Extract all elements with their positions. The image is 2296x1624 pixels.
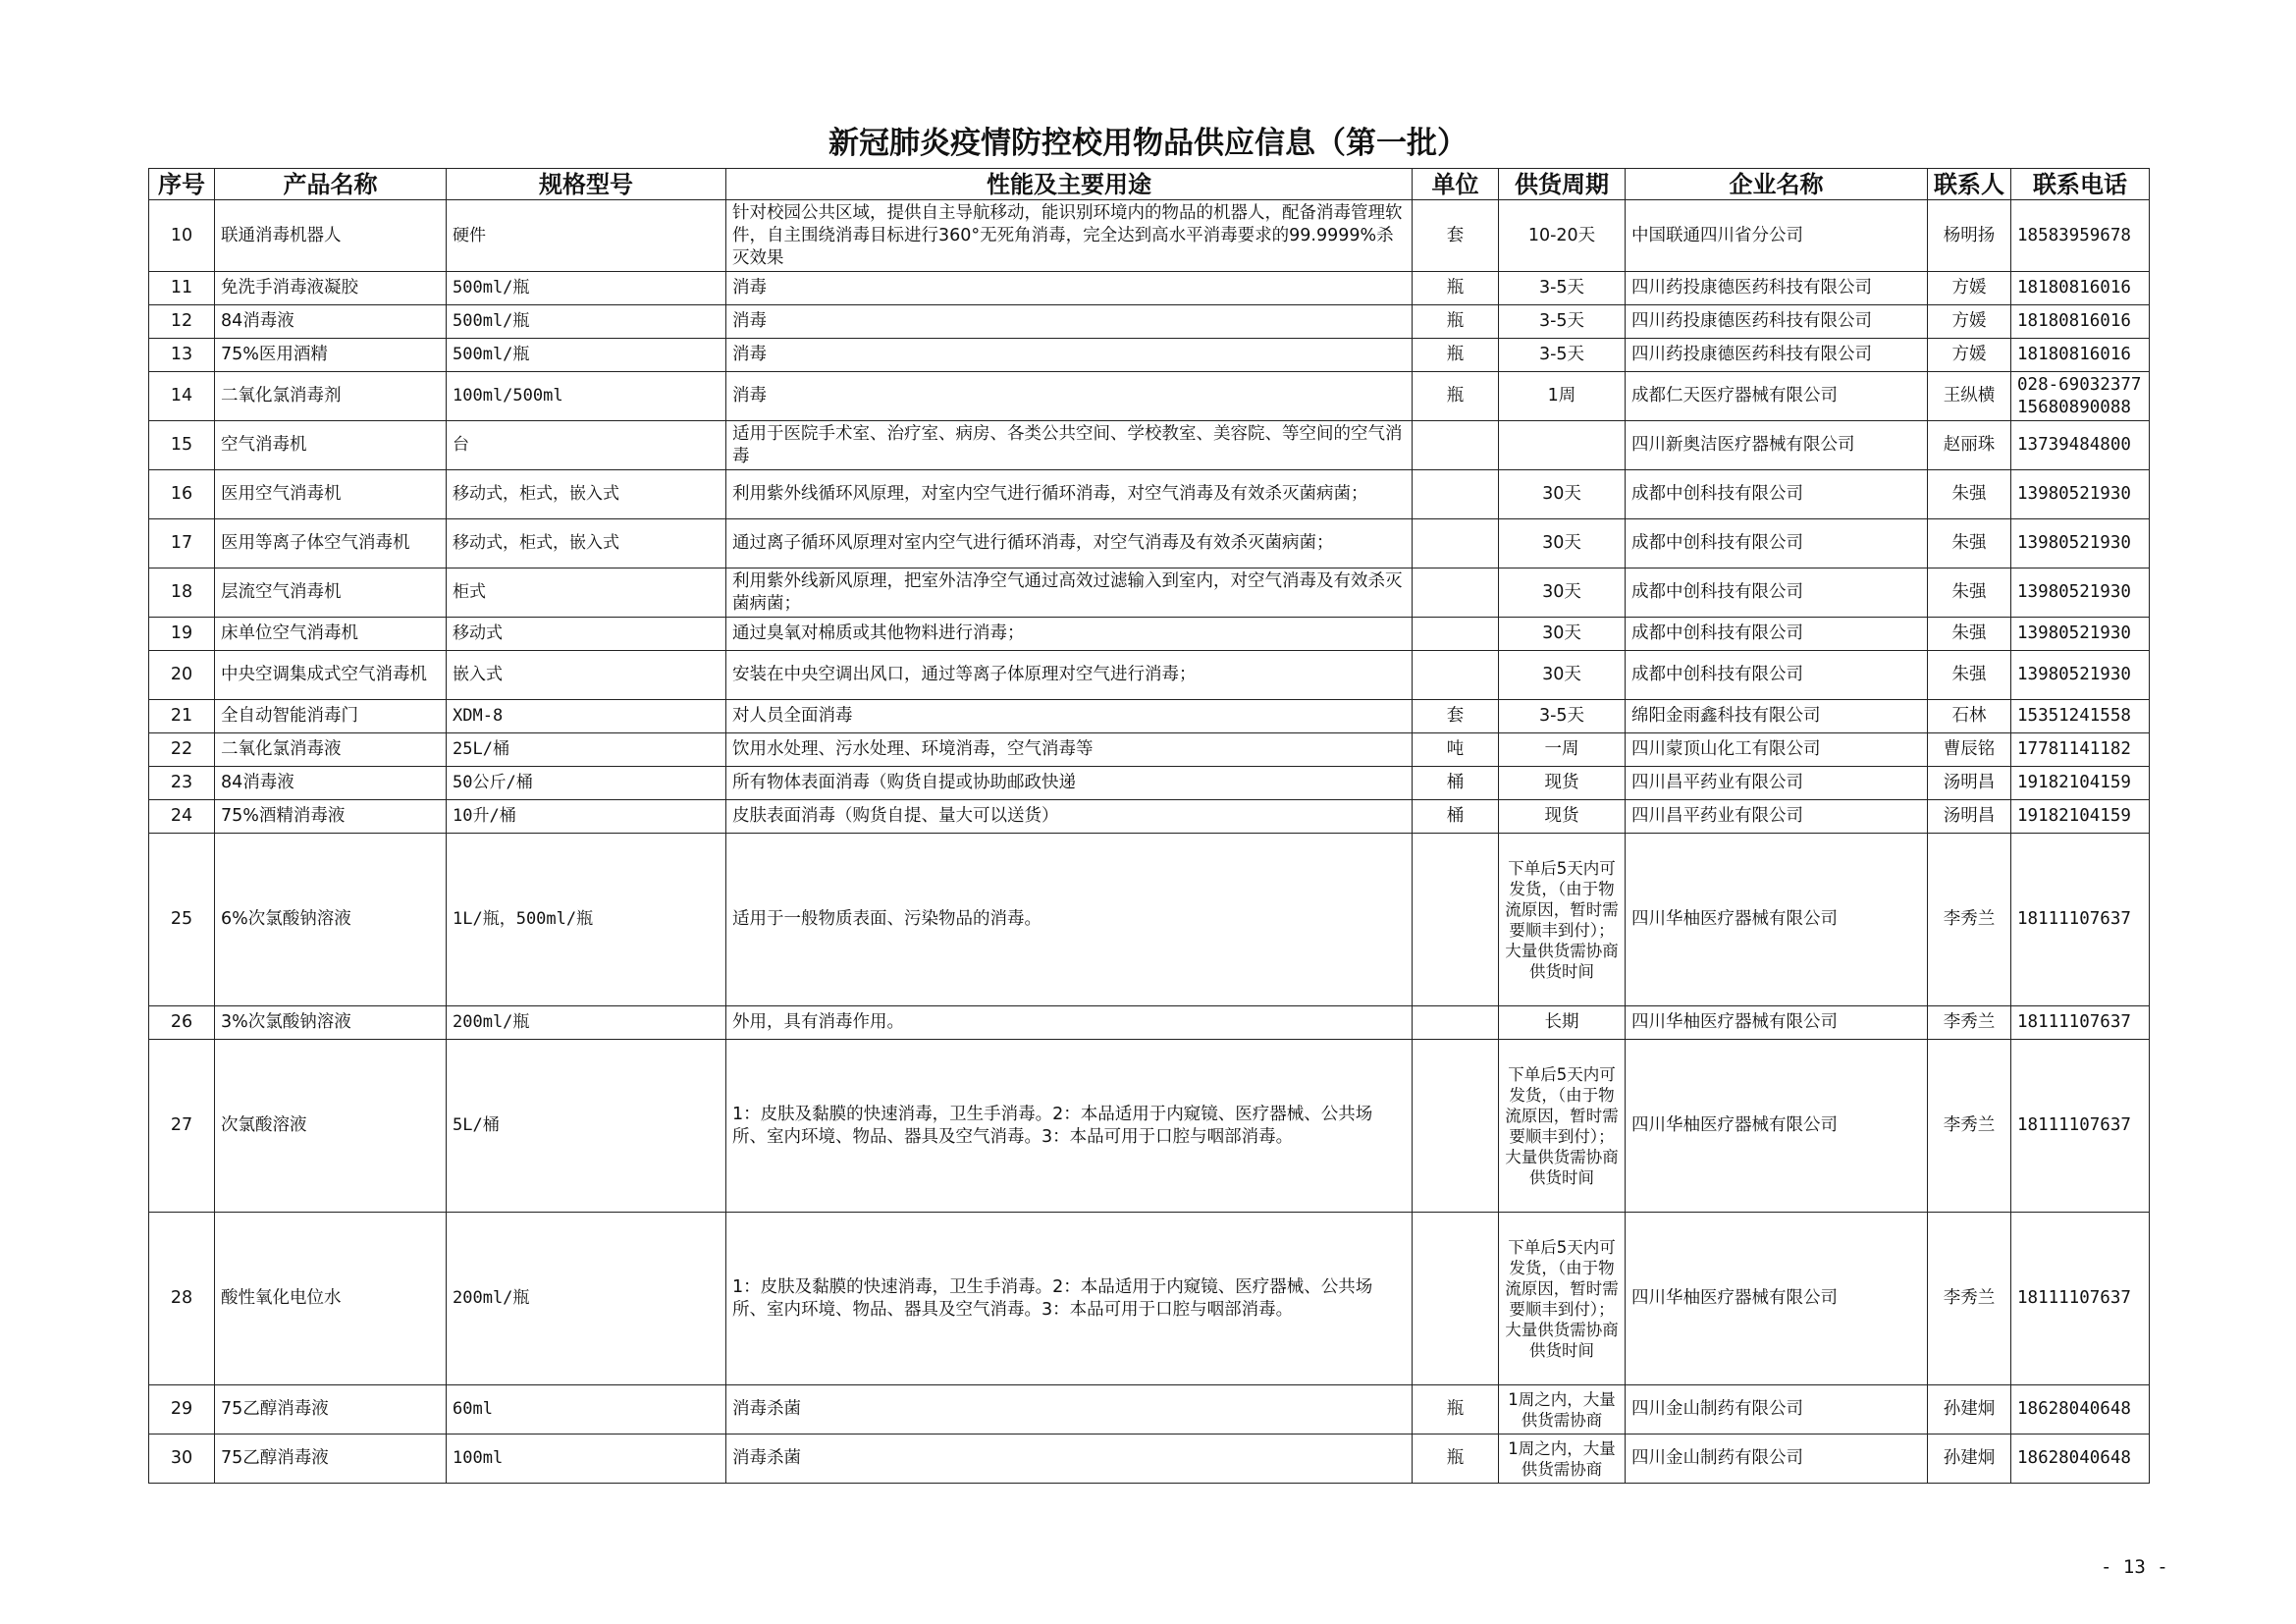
- row-number: 18: [149, 568, 215, 618]
- phone-number: 18111107637: [2011, 1040, 2150, 1213]
- unit: 瓶: [1413, 372, 1499, 421]
- supply-cycle: 一周: [1499, 733, 1626, 767]
- unit: [1413, 1213, 1499, 1385]
- spec: 60ml: [447, 1385, 726, 1435]
- spec: 500ml/瓶: [447, 272, 726, 305]
- contact-person: 朱强: [1928, 651, 2011, 700]
- table-row: [149, 272, 2150, 305]
- col-header: 规格型号: [447, 169, 726, 200]
- company-name: 四川新奥洁医疗器械有限公司: [1626, 421, 1928, 470]
- usage: 对人员全面消毒: [726, 700, 1413, 733]
- row-number: 12: [149, 305, 215, 339]
- table-row: [149, 651, 2150, 700]
- col-header: 联系电话: [2011, 169, 2150, 200]
- unit: [1413, 1006, 1499, 1040]
- supply-cycle: 1周之内，大量供货需协商: [1499, 1435, 1626, 1484]
- spec: 柜式: [447, 568, 726, 618]
- usage: 消毒: [726, 339, 1413, 372]
- row-number: 19: [149, 618, 215, 651]
- row-number: 13: [149, 339, 215, 372]
- unit: 吨: [1413, 733, 1499, 767]
- page-number: - 13 -: [2101, 1556, 2168, 1578]
- table-row: [149, 200, 2150, 272]
- row-number: 17: [149, 519, 215, 568]
- spec: 25L/桶: [447, 733, 726, 767]
- row-number: 27: [149, 1040, 215, 1213]
- phone-number: 19182104159: [2011, 800, 2150, 834]
- product-name: 84消毒液: [215, 305, 447, 339]
- contact-person: 汤明昌: [1928, 767, 2011, 800]
- company-name: 成都中创科技有限公司: [1626, 651, 1928, 700]
- supply-cycle: 长期: [1499, 1006, 1626, 1040]
- phone-number: 13980521930: [2011, 470, 2150, 519]
- col-header: 供货周期: [1499, 169, 1626, 200]
- supply-cycle: [1499, 421, 1626, 470]
- spec: 移动式，柜式，嵌入式: [447, 470, 726, 519]
- usage: 利用紫外线循环风原理，对室内空气进行循环消毒，对空气消毒及有效杀灭菌病菌；: [726, 470, 1413, 519]
- table-row: [149, 834, 2150, 1006]
- spec: XDM-8: [447, 700, 726, 733]
- table-row: [149, 618, 2150, 651]
- company-name: 四川金山制药有限公司: [1626, 1385, 1928, 1435]
- spec: 500ml/瓶: [447, 339, 726, 372]
- company-name: 成都中创科技有限公司: [1626, 618, 1928, 651]
- unit: 套: [1413, 700, 1499, 733]
- row-number: 11: [149, 272, 215, 305]
- usage: 消毒: [726, 305, 1413, 339]
- contact-person: 李秀兰: [1928, 1006, 2011, 1040]
- supply-cycle: 1周: [1499, 372, 1626, 421]
- usage: 针对校园公共区域，提供自主导航移动，能识别环境内的物品的机器人，配备消毒管理软件，自主围绕消毒目标进行360°无死角消毒，完全达到高水平消毒要求的99.9999%杀灭效果: [726, 200, 1413, 272]
- phone-number: 18111107637: [2011, 834, 2150, 1006]
- table-row: [149, 1435, 2150, 1484]
- company-name: 四川华柚医疗器械有限公司: [1626, 834, 1928, 1006]
- company-name: 成都中创科技有限公司: [1626, 519, 1928, 568]
- table-row: [149, 733, 2150, 767]
- product-name: 75乙醇消毒液: [215, 1385, 447, 1435]
- product-name: 全自动智能消毒门: [215, 700, 447, 733]
- supply-table: [148, 168, 2150, 1484]
- company-name: 四川金山制药有限公司: [1626, 1435, 1928, 1484]
- product-name: 6%次氯酸钠溶液: [215, 834, 447, 1006]
- phone-number: 18628040648: [2011, 1385, 2150, 1435]
- usage: 通过臭氧对棉质或其他物料进行消毒；: [726, 618, 1413, 651]
- phone-number: 15351241558: [2011, 700, 2150, 733]
- contact-person: 李秀兰: [1928, 1213, 2011, 1385]
- phone-number: 028-69032377 15680890088: [2011, 372, 2150, 421]
- supply-cycle: 下单后5天内可发货，（由于物流原因，暂时需要顺丰到付）；大量供货需协商供货时间: [1499, 834, 1626, 1006]
- table-row: [149, 700, 2150, 733]
- product-name: 酸性氧化电位水: [215, 1213, 447, 1385]
- usage: 通过离子循环风原理对室内空气进行循环消毒，对空气消毒及有效杀灭菌病菌；: [726, 519, 1413, 568]
- supply-cycle: 30天: [1499, 568, 1626, 618]
- unit: [1413, 1040, 1499, 1213]
- unit: 瓶: [1413, 1385, 1499, 1435]
- product-name: 75%医用酒精: [215, 339, 447, 372]
- col-header: 产品名称: [215, 169, 447, 200]
- table-row: [149, 568, 2150, 618]
- spec: 移动式，柜式，嵌入式: [447, 519, 726, 568]
- supply-cycle: 下单后5天内可发货，（由于物流原因，暂时需要顺丰到付）；大量供货需协商供货时间: [1499, 1213, 1626, 1385]
- contact-person: 朱强: [1928, 470, 2011, 519]
- unit: 瓶: [1413, 1435, 1499, 1484]
- usage: 消毒杀菌: [726, 1435, 1413, 1484]
- unit: [1413, 568, 1499, 618]
- product-name: 免洗手消毒液凝胶: [215, 272, 447, 305]
- usage: 外用，具有消毒作用。: [726, 1006, 1413, 1040]
- usage: 适用于医院手术室、治疗室、病房、各类公共空间、学校教室、美容院、等空间的空气消毒: [726, 421, 1413, 470]
- product-name: 中央空调集成式空气消毒机: [215, 651, 447, 700]
- company-name: 四川华柚医疗器械有限公司: [1626, 1040, 1928, 1213]
- table-row: [149, 372, 2150, 421]
- table-row: [149, 1040, 2150, 1213]
- company-name: 四川药投康德医药科技有限公司: [1626, 339, 1928, 372]
- usage: 1：皮肤及黏膜的快速消毒，卫生手消毒。2：本品适用于内窥镜、医疗器械、公共场所、室内环境、物品、器具及空气消毒。3：本品可用于口腔与咽部消毒。: [726, 1040, 1413, 1213]
- spec: 移动式: [447, 618, 726, 651]
- spec: 100ml/500ml: [447, 372, 726, 421]
- unit: [1413, 421, 1499, 470]
- supply-cycle: 30天: [1499, 651, 1626, 700]
- company-name: 成都仁天医疗器械有限公司: [1626, 372, 1928, 421]
- contact-person: 方媛: [1928, 305, 2011, 339]
- company-name: 四川蒙顶山化工有限公司: [1626, 733, 1928, 767]
- row-number: 28: [149, 1213, 215, 1385]
- usage: 饮用水处理、污水处理、环境消毒，空气消毒等: [726, 733, 1413, 767]
- row-number: 14: [149, 372, 215, 421]
- row-number: 23: [149, 767, 215, 800]
- company-name: 四川华柚医疗器械有限公司: [1626, 1006, 1928, 1040]
- supply-cycle: 3-5天: [1499, 272, 1626, 305]
- supply-cycle: 10-20天: [1499, 200, 1626, 272]
- unit: [1413, 519, 1499, 568]
- col-header: 联系人: [1928, 169, 2011, 200]
- table-row: [149, 470, 2150, 519]
- table-row: [149, 339, 2150, 372]
- col-header: 序号: [149, 169, 215, 200]
- unit: 瓶: [1413, 339, 1499, 372]
- spec: 100ml: [447, 1435, 726, 1484]
- page-title: 新冠肺炎疫情防控校用物品供应信息（第一批）: [828, 126, 1468, 161]
- product-name: 医用等离子体空气消毒机: [215, 519, 447, 568]
- product-name: 75%酒精消毒液: [215, 800, 447, 834]
- spec: 10升/桶: [447, 800, 726, 834]
- company-name: 绵阳金雨鑫科技有限公司: [1626, 700, 1928, 733]
- contact-person: 李秀兰: [1928, 834, 2011, 1006]
- row-number: 26: [149, 1006, 215, 1040]
- supply-cycle: 30天: [1499, 470, 1626, 519]
- supply-cycle: 1周之内，大量供货需协商: [1499, 1385, 1626, 1435]
- contact-person: 王纵横: [1928, 372, 2011, 421]
- table-row: [149, 421, 2150, 470]
- contact-person: 赵丽珠: [1928, 421, 2011, 470]
- usage: 利用紫外线新风原理，把室外洁净空气通过高效过滤输入到室内，对空气消毒及有效杀灭菌病菌；: [726, 568, 1413, 618]
- usage: 消毒: [726, 272, 1413, 305]
- row-number: 24: [149, 800, 215, 834]
- usage: 安装在中央空调出风口，通过等离子体原理对空气进行消毒；: [726, 651, 1413, 700]
- phone-number: 18583959678: [2011, 200, 2150, 272]
- supply-cycle: 3-5天: [1499, 305, 1626, 339]
- phone-number: 18180816016: [2011, 339, 2150, 372]
- col-header: 性能及主要用途: [726, 169, 1413, 200]
- supply-cycle: 下单后5天内可发货，（由于物流原因，暂时需要顺丰到付）；大量供货需协商供货时间: [1499, 1040, 1626, 1213]
- unit: [1413, 618, 1499, 651]
- product-name: 二氧化氯消毒剂: [215, 372, 447, 421]
- contact-person: 曹辰铭: [1928, 733, 2011, 767]
- product-name: 75乙醇消毒液: [215, 1435, 447, 1484]
- unit: 桶: [1413, 767, 1499, 800]
- contact-person: 孙建炯: [1928, 1435, 2011, 1484]
- spec: 台: [447, 421, 726, 470]
- usage: 所有物体表面消毒（购货自提或协助邮政快递: [726, 767, 1413, 800]
- table-row: [149, 767, 2150, 800]
- phone-number: 13980521930: [2011, 651, 2150, 700]
- spec: 嵌入式: [447, 651, 726, 700]
- product-name: 床单位空气消毒机: [215, 618, 447, 651]
- phone-number: 18180816016: [2011, 305, 2150, 339]
- spec: 200ml/瓶: [447, 1006, 726, 1040]
- company-name: 四川药投康德医药科技有限公司: [1626, 272, 1928, 305]
- row-number: 16: [149, 470, 215, 519]
- unit: 瓶: [1413, 272, 1499, 305]
- supply-cycle: 30天: [1499, 618, 1626, 651]
- table-row: [149, 1213, 2150, 1385]
- unit: [1413, 834, 1499, 1006]
- contact-person: 方媛: [1928, 272, 2011, 305]
- spec: 硬件: [447, 200, 726, 272]
- company-name: 四川华柚医疗器械有限公司: [1626, 1213, 1928, 1385]
- contact-person: 孙建炯: [1928, 1385, 2011, 1435]
- supply-cycle: 现货: [1499, 800, 1626, 834]
- spec: 5L/桶: [447, 1040, 726, 1213]
- supply-cycle: 3-5天: [1499, 339, 1626, 372]
- phone-number: 18180816016: [2011, 272, 2150, 305]
- unit: 套: [1413, 200, 1499, 272]
- table-row: [149, 800, 2150, 834]
- usage: 消毒杀菌: [726, 1385, 1413, 1435]
- company-name: 四川昌平药业有限公司: [1626, 800, 1928, 834]
- col-header: 企业名称: [1626, 169, 1928, 200]
- contact-person: 方媛: [1928, 339, 2011, 372]
- contact-person: 李秀兰: [1928, 1040, 2011, 1213]
- unit: [1413, 651, 1499, 700]
- phone-number: 13739484800: [2011, 421, 2150, 470]
- company-name: 成都中创科技有限公司: [1626, 568, 1928, 618]
- unit: [1413, 470, 1499, 519]
- row-number: 30: [149, 1435, 215, 1484]
- contact-person: 朱强: [1928, 618, 2011, 651]
- phone-number: 18628040648: [2011, 1435, 2150, 1484]
- phone-number: 17781141182: [2011, 733, 2150, 767]
- supply-cycle: 30天: [1499, 519, 1626, 568]
- spec: 200ml/瓶: [447, 1213, 726, 1385]
- company-name: 成都中创科技有限公司: [1626, 470, 1928, 519]
- usage: 消毒: [726, 372, 1413, 421]
- phone-number: 18111107637: [2011, 1006, 2150, 1040]
- company-name: 中国联通四川省分公司: [1626, 200, 1928, 272]
- company-name: 四川昌平药业有限公司: [1626, 767, 1928, 800]
- row-number: 29: [149, 1385, 215, 1435]
- contact-person: 朱强: [1928, 568, 2011, 618]
- row-number: 20: [149, 651, 215, 700]
- usage: 适用于一般物质表面、污染物品的消毒。: [726, 834, 1413, 1006]
- contact-person: 石林: [1928, 700, 2011, 733]
- row-number: 10: [149, 200, 215, 272]
- unit: 桶: [1413, 800, 1499, 834]
- supply-cycle: 现货: [1499, 767, 1626, 800]
- table-header-row: [149, 169, 2150, 200]
- col-header: 单位: [1413, 169, 1499, 200]
- row-number: 22: [149, 733, 215, 767]
- table-row: [149, 519, 2150, 568]
- product-name: 联通消毒机器人: [215, 200, 447, 272]
- usage: 1：皮肤及黏膜的快速消毒，卫生手消毒。2：本品适用于内窥镜、医疗器械、公共场所、室内环境、物品、器具及空气消毒。3：本品可用于口腔与咽部消毒。: [726, 1213, 1413, 1385]
- phone-number: 13980521930: [2011, 568, 2150, 618]
- row-number: 25: [149, 834, 215, 1006]
- usage: 皮肤表面消毒（购货自提、量大可以送货）: [726, 800, 1413, 834]
- table-row: [149, 305, 2150, 339]
- spec: 500ml/瓶: [447, 305, 726, 339]
- product-name: 二氧化氯消毒液: [215, 733, 447, 767]
- product-name: 3%次氯酸钠溶液: [215, 1006, 447, 1040]
- phone-number: 19182104159: [2011, 767, 2150, 800]
- contact-person: 杨明扬: [1928, 200, 2011, 272]
- unit: 瓶: [1413, 305, 1499, 339]
- phone-number: 13980521930: [2011, 519, 2150, 568]
- supply-cycle: 3-5天: [1499, 700, 1626, 733]
- contact-person: 朱强: [1928, 519, 2011, 568]
- product-name: 空气消毒机: [215, 421, 447, 470]
- table-row: [149, 1385, 2150, 1435]
- product-name: 医用空气消毒机: [215, 470, 447, 519]
- table-row: [149, 1006, 2150, 1040]
- phone-number: 18111107637: [2011, 1213, 2150, 1385]
- phone-number: 13980521930: [2011, 618, 2150, 651]
- contact-person: 汤明昌: [1928, 800, 2011, 834]
- spec: 50公斤/桶: [447, 767, 726, 800]
- row-number: 15: [149, 421, 215, 470]
- company-name: 四川药投康德医药科技有限公司: [1626, 305, 1928, 339]
- row-number: 21: [149, 700, 215, 733]
- spec: 1L/瓶，500ml/瓶: [447, 834, 726, 1006]
- product-name: 次氯酸溶液: [215, 1040, 447, 1213]
- product-name: 层流空气消毒机: [215, 568, 447, 618]
- product-name: 84消毒液: [215, 767, 447, 800]
